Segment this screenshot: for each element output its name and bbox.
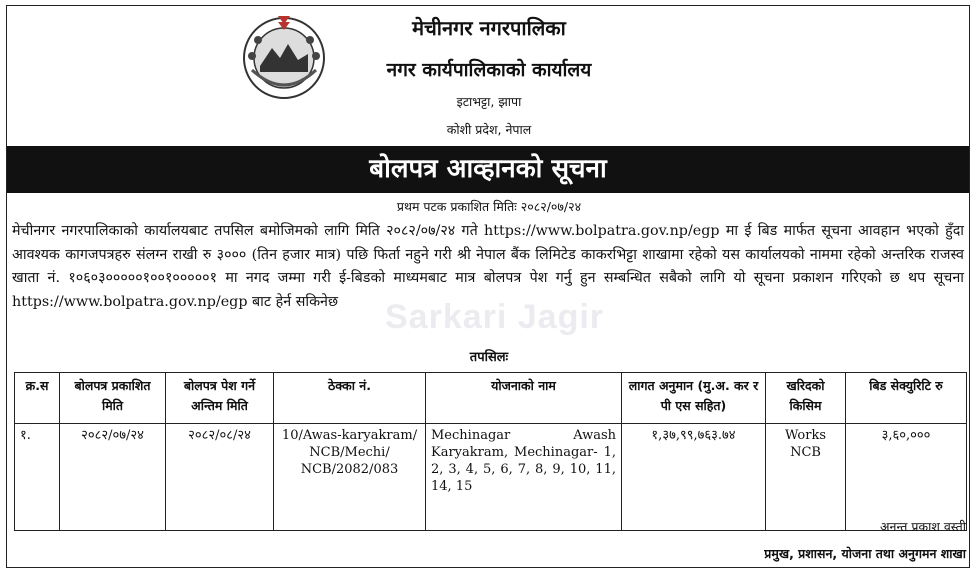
signatory-title: प्रमुख, प्रशासन, योजना तथा अनुगमन शाखा [764,546,966,561]
watermark-text: Sarkari Jagir [385,298,605,336]
address-line-2: कोशी प्रदेश, नेपाल [446,122,532,137]
header-published-date: बोलपत्र प्रकाशित मिति [60,373,166,424]
table-caption: तपसिलः [469,350,509,365]
header-serial: क्र.स [15,373,60,424]
notice-title-banner: बोलपत्र आव्हानको सूचना [7,146,969,193]
signatory-name: अनन्त प्रकाश वस्ती [879,519,966,534]
cell-cost-estimate: १,३७,९९,७६३.७४ [622,424,766,531]
notice-body: मेचीनगर नगरपालिकाको कार्यालयबाट तपसिल बमोजिमको लागि मिति २०८२/०७/२४ गते https://www.bolpatra.gov.np/egp मा ई बिड मार्फत सूचना आवहान भएको हुँदा आवश्यक कागजपत्रहरु संलग्न राखी रु ३००० (तिन हजार मात्र) पछि फिर्ता नहुने गरी श्री नेपाल बैंक लिमिटेड काकरभिट्टा शाखामा रहेको यस कार्यालयको नाममा रहेको अन्तरिक राजस्व खाता नं. १०६०३०००००१००१०००००१ मा नगद जम्मा गरी ई-बिडको माध्यमबाट मात्र बोलपत्र पेश गर्नु हुन सम्बन्धित सबैको लागि यो सूचना प्रकाशन गरिएको छ थप सूचना https://www.bolpatra.gov.np/egp बाट हेर्न सकिनेछ [12,223,964,310]
address-line-1: इटाभट्टा, झापा [456,94,522,109]
header-cost-estimate: लागत अनुमान (मु.अ. कर र पी एस सहित) [622,373,766,424]
org-name: मेचीनगर नगरपालिका [412,16,566,40]
cell-project-name: Mechinagar Awash Karyakram, Mechinagar- 1, 2, 3, 4, 5, 6, 7, 8, 9, 10, 11, 14, 15 [426,424,622,531]
cell-procurement-type: Works NCB [766,424,846,531]
cell-serial: १. [15,424,60,531]
header-deadline: बोलपत्र पेश गर्ने अन्तिम मिति [166,373,274,424]
table-row [15,424,967,531]
header-contract-no: ठेक्का नं. [274,373,426,424]
cell-published-date: २०८२/०७/२४ [60,424,166,531]
table-header-row [15,373,967,424]
header-procurement-type: खरिदको किसिम [766,373,846,424]
cell-contract-no: 10/Awas-karyakram/ NCB/Mechi/ NCB/2082/083 [274,424,426,531]
tender-table [14,372,967,531]
header-bid-security: बिड सेक्युरिटि रु [846,373,967,424]
cell-bid-security: ३,६०,००० [846,424,967,531]
office-name: नगर कार्यपालिकाको कार्यालय [386,59,592,81]
cell-deadline: २०८२/०८/२४ [166,424,274,531]
header-project-name: योजनाको नाम [426,373,622,424]
first-published-date: प्रथम पटक प्रकाशित मितिः २०८२/०७/२४ [396,199,582,214]
